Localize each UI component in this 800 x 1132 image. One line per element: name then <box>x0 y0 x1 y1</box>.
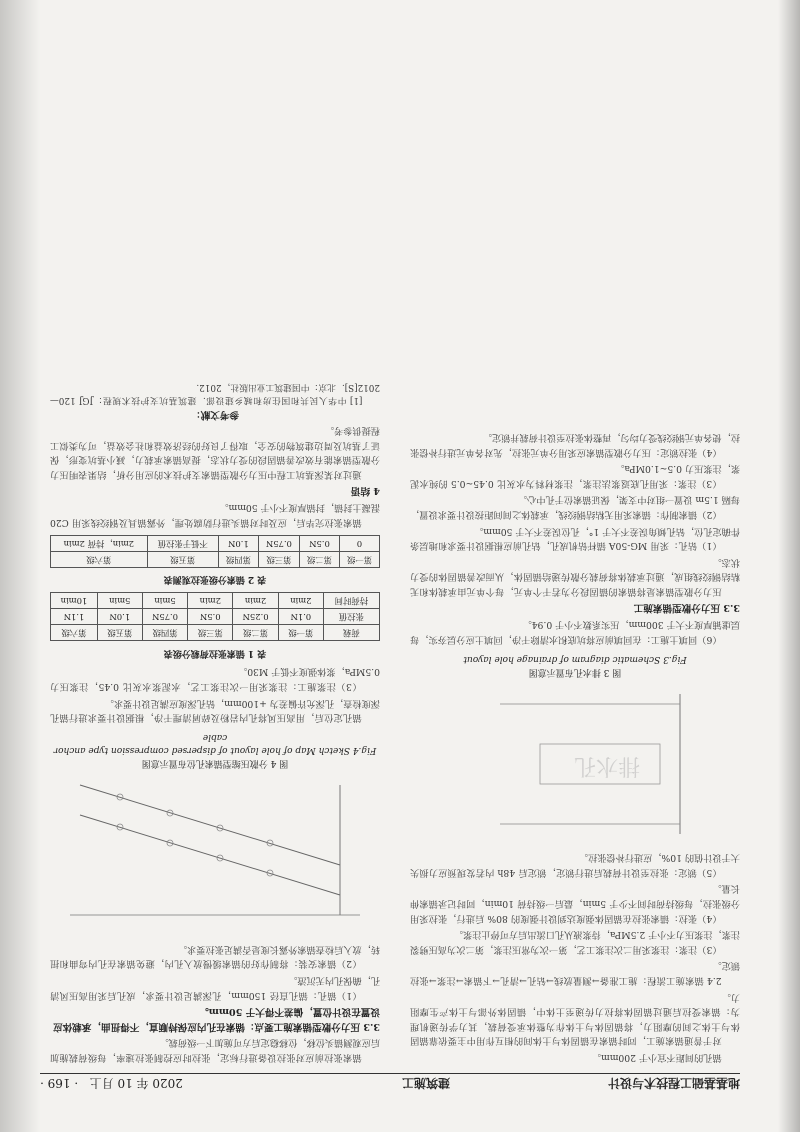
table-cell: 第六级 <box>51 551 148 567</box>
figure-4-anchor-layout <box>50 775 380 935</box>
header-issue: 2020 年 10 月上 <box>89 1076 183 1090</box>
paragraph: （2）锚索制作：锚索采用无粘结钢绞线，承载体之间间距按设计要求设置，每隔 1.5m 设置一组对中支架，保证锚索位于孔中心。 <box>410 494 740 520</box>
table-cell: 第二级 <box>299 551 339 567</box>
table-cell: 2min <box>279 593 324 609</box>
page-edge-shadow <box>778 0 800 1132</box>
paragraph: 锚孔的间距不宜小于 200mm。 <box>591 1052 722 1063</box>
table-cell: 第一级 <box>279 625 324 641</box>
table-cell: 张拉值 <box>323 609 379 625</box>
table-cell: 第二级 <box>233 625 279 641</box>
figure-caption-en: Fig.3 Schematic diagram of drainage hole layout <box>463 653 687 664</box>
paragraph: 对于普通锚索施工，同时锚索在锚固体与土体间的相互作用中主要依靠锚固体与土体之间的摩阻力，将锚固体与土体作为整体承受荷载，其力学传递机理为：锚索受拉后通过锚固体将拉力传递至土体中，锚固体外部与土体产生摩阻力。 <box>410 991 740 1047</box>
reference-item: [1] 中华人民共和国住房和城乡建设部．建筑基坑支护技术规程：JGJ 120—2012[S]．北京：中国建筑工业出版社，2012． <box>50 381 380 405</box>
paragraph: 通过对某深基坑工程中压力分散型锚索支护技术的应用分析，结果表明压力分散型锚索能有效改善锚固段的受力状态，提高锚索承载力，减小基坑变形，保证了基坑及周边建筑物的安全，取得了良好的经济效益和社会效益，可为类似工程提供参考。 <box>50 425 380 480</box>
section-heading: 3.3 压力分散型锚索施工 <box>633 602 740 614</box>
paragraph: （3）注浆：采用孔底返浆法注浆，注浆材料为水灰比 0.45~0.5 的纯水泥浆，注浆压力 0.5~1.0MPa。 <box>410 463 740 489</box>
paragraph: （5）锁定：张拉至设计荷载后进行锁定，锁定后 48h 内若发现预应力损失大于设计值的 10%，应进行补偿张拉。 <box>410 852 740 878</box>
table-row <box>51 609 380 625</box>
table-cell: 第五级 <box>97 625 142 641</box>
paragraph: 锚索张拉完毕后，应及时对锚头进行防腐处理，外露锚具及钢绞线采用 C20 混凝土封锚，封锚厚度不小于 50mm。 <box>50 502 380 528</box>
table-cell: 0.75N <box>258 535 299 551</box>
table-cell: 0.75N <box>142 609 188 625</box>
table-cell: 1.0N <box>218 535 258 551</box>
binding-gutter-shadow <box>0 0 40 1132</box>
table-row <box>51 535 380 551</box>
table-cell: 0.1N <box>279 609 324 625</box>
paragraph: （4）张拉：锚索张拉在锚固体强度达到设计强度的 80% 后进行，张拉采用分级张拉，每级持荷时间不少于 5min，最后一级持荷 10min，同时记录锚索伸长量。 <box>410 883 740 924</box>
paragraph: （2）锚索安装：将制作好的锚索缓慢放入孔内，避免锚索在孔内弯曲和扭转，放入后检查锚索外露长度是否满足张拉要求。 <box>50 943 380 970</box>
header-page-number: · 169 · <box>40 1076 79 1090</box>
table-cell: 5min <box>142 593 188 609</box>
table-title: 表 2 锚索分级张拉观测表 <box>163 574 267 585</box>
table-cell: 荷载 <box>323 625 379 641</box>
section-heading: 4 结语 <box>350 485 380 497</box>
references-heading: 参考文献： <box>191 408 239 420</box>
paragraph: （3）注浆施工：注浆采用一次注浆工艺，水泥浆水灰比 0.45，注浆压力 0.5MPa，浆体强度不低于 M30。 <box>50 666 380 693</box>
left-column <box>410 427 740 1064</box>
table-cell: 第一级 <box>339 551 379 567</box>
references <box>50 380 380 421</box>
figure-caption-en: Fig.4 Sketch Map of hole layout of dispersed compression type anchor cable <box>53 732 377 756</box>
table-cell: 0.25N <box>233 609 279 625</box>
table-cell: 第六级 <box>51 625 98 641</box>
header-journal: 建筑施工 <box>401 1076 450 1090</box>
figure-3-drainage-hole <box>410 684 740 844</box>
table-cell: 1.1N <box>51 609 98 625</box>
table-cell: 第四级 <box>142 625 188 641</box>
paragraph: （6）回填土施工：在回填前应将坑底积水清除干净，回填土应分层夯实，每层虚铺厚度不大于 300mm，压实系数不小于 0.94。 <box>410 619 740 645</box>
table-cell: 2min，持荷 2min <box>51 535 148 551</box>
table-cell: 不低于张拉值 <box>147 535 218 551</box>
paragraph: 锚索张拉前应对张拉设备进行标定，张拉时应控制张拉速率，每级荷载施加后应观测锚头位移，位移稳定后方可施加下一级荷载。 <box>50 1037 380 1063</box>
tension-observation-table <box>50 535 380 568</box>
table-cell: 1.0N <box>97 609 142 625</box>
section-heading: 3.3 压力分散型锚索施工要点：锚索在孔内应保持顺直，不得扭曲，承载体应设置在设计位置，偏差不得大于 50mm。 <box>52 1006 380 1032</box>
table-cell: 0.5N <box>299 535 339 551</box>
anchor-layout-diagram <box>50 775 380 935</box>
svg-text:排水孔: 排水孔 <box>573 752 640 778</box>
running-header <box>40 1073 740 1092</box>
drainage-hole-diagram <box>410 684 740 844</box>
header-section: 地基基础工程技术与设计 <box>607 1076 740 1090</box>
table-cell: 持荷时间 <box>323 593 379 609</box>
table-cell: 2min <box>188 593 233 609</box>
paragraph: 2.4 锚索施工流程：施工准备→测量放线→钻孔→清孔→下锚索→注浆→张拉锁定。 <box>410 960 740 987</box>
table-row <box>51 625 380 641</box>
table-cell: 0 <box>339 535 379 551</box>
table-cell: 第三级 <box>258 551 299 567</box>
table-row <box>51 593 380 609</box>
figure-caption: 图 3 排水孔布置示意图 <box>528 666 622 677</box>
right-column <box>50 378 380 1064</box>
table-cell: 2min <box>233 593 279 609</box>
table-row <box>51 551 380 567</box>
paragraph: （3）注浆：注浆采用二次注浆工艺，第一次为常压注浆，第二次为高压劈裂注浆，注浆压力不小于 2.5MPa，待浆液从孔口流出后方可停止注浆。 <box>410 929 740 955</box>
paragraph: 锚孔定位后，用高压风将孔内岩粉及碎屑清理干净，根据设计要求进行锚孔深度检查，孔深允许偏差为 +100mm，钻孔深度应满足设计要求。 <box>50 697 380 724</box>
table-cell: 10min <box>51 593 98 609</box>
figure-caption: 图 4 分散压缩型锚索孔位布置示意图 <box>141 758 289 769</box>
table-cell: 0.5N <box>188 609 233 625</box>
table-cell: 第三级 <box>188 625 233 641</box>
tension-load-table <box>50 592 380 641</box>
paragraph: （1）钻孔：采用 MG-50A 锚杆钻机成孔，钻孔前应根据设计要求和地层条件确定孔位，钻孔倾角误差不大于 1°，孔位误差不大于 50mm。 <box>410 525 740 552</box>
paragraph: 压力分散型锚索是将锚索的锚固段分为若干个单元，每个单元由承载体和无粘结钢绞线组成，通过承载体将荷载分散传递给锚固体，从而改善锚固体的受力状态。 <box>410 556 740 597</box>
table-cell: 5min <box>97 593 142 609</box>
paragraph: （1）锚孔：锚孔直径 150mm，孔深满足设计要求，成孔后采用高压风清孔，确保孔内无沉渣。 <box>50 975 380 1001</box>
table-cell: 第五级 <box>147 551 218 567</box>
paragraph: （4）张拉锁定：压力分散型锚索应采用分单元张拉，先对各单元进行补偿张拉，使各单元钢绞线受力均匀，再整体张拉至设计荷载并锁定。 <box>410 431 740 458</box>
table-title: 表 1 锚索张拉荷载分级表 <box>163 647 267 658</box>
table-cell: 第四级 <box>218 551 258 567</box>
